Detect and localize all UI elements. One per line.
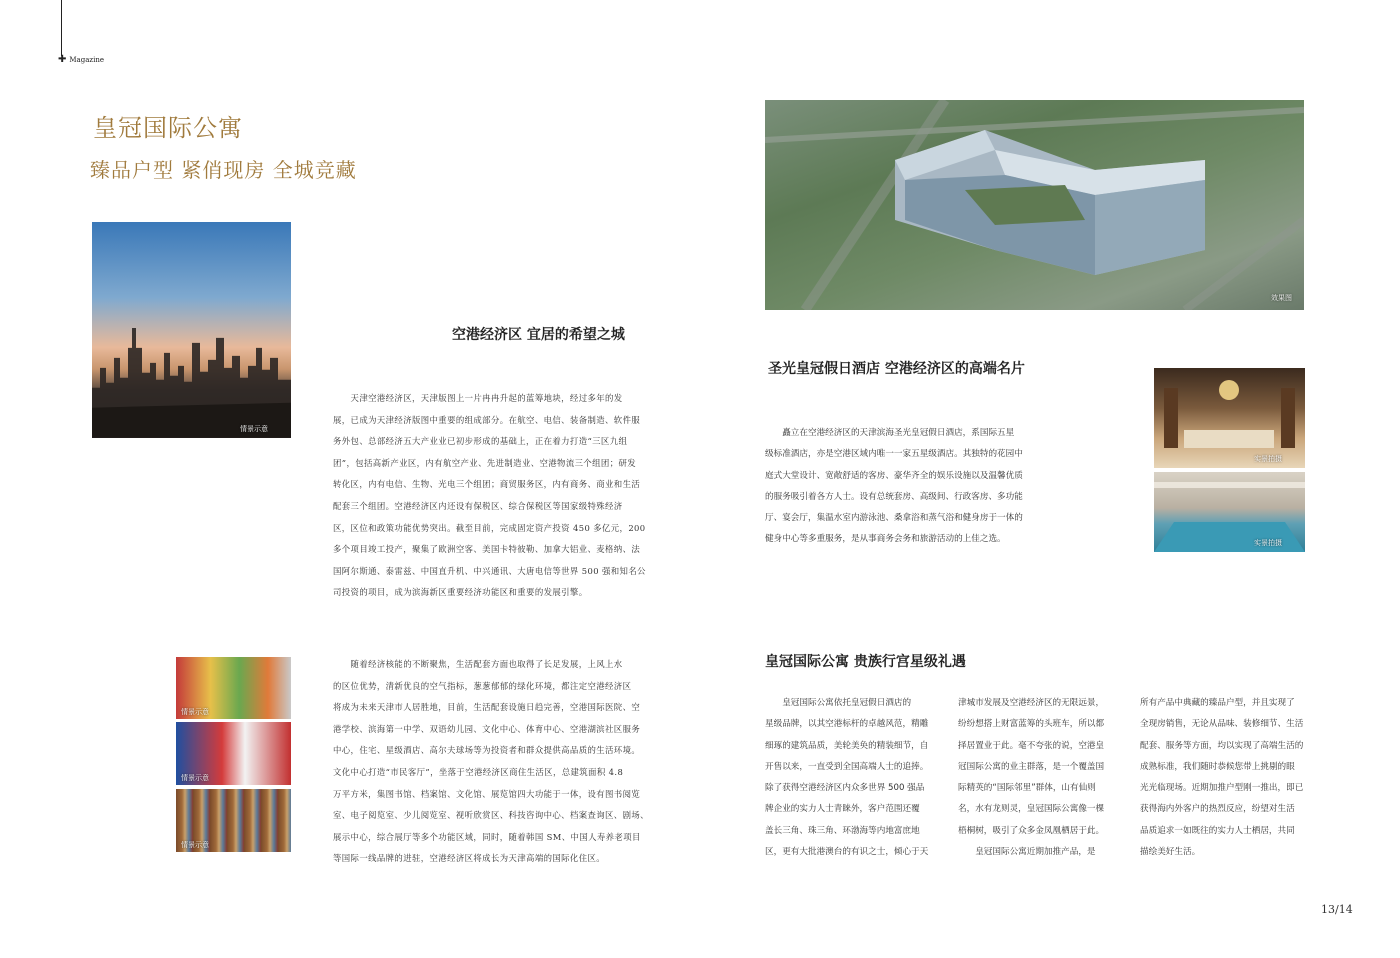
hotel-lobby-image bbox=[1154, 368, 1305, 468]
paragraph-living-amenities bbox=[333, 654, 649, 870]
city-skyline-image bbox=[92, 222, 291, 438]
apartment-column-3 bbox=[1140, 693, 1315, 863]
paragraph-hotel bbox=[765, 423, 1035, 551]
text-line: 展，已成为天津经济版图中重要的组成部分。在航空、电信、装备制造、软件服 bbox=[333, 414, 641, 425]
text-line: 细琢的建筑品质，美轮美奂的精装细节，自 bbox=[765, 740, 929, 751]
text-line: 随着经济核能的不断聚焦，生活配套方面也取得了长足发展，上风上水 bbox=[333, 659, 623, 669]
text-line: 万平方米，集图书馆、档案馆、文化馆、展览馆四大功能于一体，设有图书阅览 bbox=[333, 788, 641, 799]
text-line: 的区位优势，清新优良的空气指标，葱葱郁郁的绿化环境，都注定空港经济区 bbox=[333, 680, 632, 691]
caption: 情景示意 bbox=[181, 774, 209, 782]
text-line: 牌企业的实力人士青睐外，客户范围还覆 bbox=[765, 804, 920, 815]
supermarket-image bbox=[176, 657, 291, 719]
section-heading-airport-zone: 空港经济区 宜居的希望之城 bbox=[452, 327, 625, 343]
text-line: 将成为未来天津市人居胜地，目前，生活配套设施日趋完善，空港国际医院、空 bbox=[333, 702, 641, 713]
text-line: 光光临现场。近期加推户型刚一推出，即已 bbox=[1140, 783, 1304, 794]
building-graphic bbox=[765, 100, 1304, 310]
text-line: 级标准酒店，亦是空港区域内唯一一家五星级酒店。其独特的花园中 bbox=[765, 449, 1023, 460]
text-line: 室、电子阅览室、少儿阅览室、视听欣赏区、科技咨询中心、档案查询区、剧场、 bbox=[333, 810, 649, 821]
apartment-column-1 bbox=[765, 693, 940, 863]
apartment-column-2 bbox=[958, 693, 1133, 863]
library-image bbox=[176, 789, 291, 852]
text-line: 皇冠国际公寓依托皇冠假日酒店的 bbox=[765, 698, 912, 708]
text-line: 中心，住宅、星级酒店、高尔夫球场等为投资者和群众提供高品质的生活环境。 bbox=[333, 745, 641, 756]
text-line: 描绘美好生活。 bbox=[1140, 847, 1201, 858]
paragraph-airport-zone bbox=[333, 388, 646, 604]
text-line: 厅、宴会厅，集温水室内游泳池、桑拿浴和蒸气浴和健身房于一体的 bbox=[765, 513, 1023, 524]
text-line: 除了获得空港经济区内众多世界 500 强品 bbox=[765, 783, 925, 794]
text-line: 区，区位和政策功能优势突出。截至目前，完成固定资产投资 450 多亿元，200 bbox=[333, 522, 646, 533]
section-heading-apartment: 皇冠国际公寓 贵族行宫星级礼遇 bbox=[765, 654, 966, 670]
text-line: 庭式大堂设计、宽敞舒适的客房、豪华齐全的娱乐设施以及温馨优质 bbox=[765, 470, 1023, 481]
text-line: 所有产品中典藏的臻品户型，并且实现了 bbox=[1140, 698, 1295, 708]
lobby-graphic bbox=[1154, 368, 1305, 468]
text-line: 天津空港经济区，天津版图上一片冉冉升起的蓝筹地块，经过多年的发 bbox=[333, 393, 623, 403]
caption: 实景拍摄 bbox=[1254, 539, 1282, 547]
text-line: 司投资的项目，成为滨海新区重要经济功能区和重要的发展引擎。 bbox=[333, 587, 588, 598]
page-number: 13/14 bbox=[1321, 903, 1353, 916]
text-line: 配套、服务等方面，均以实现了高端生活的 bbox=[1140, 740, 1304, 751]
text-line: 健身中心等多重服务，是从事商务会务和旅游活动的上佳之选。 bbox=[765, 534, 1006, 545]
caption: 情景示意 bbox=[181, 841, 209, 849]
caption: 情景示意 bbox=[181, 708, 209, 716]
magazine-label: Magazine bbox=[69, 56, 104, 64]
header-rule bbox=[61, 0, 62, 56]
caption: 情景示意 bbox=[240, 425, 268, 433]
page-title: 皇冠国际公寓 bbox=[93, 114, 243, 142]
text-line: 全现房销售，无论从品味、装修细节、生活 bbox=[1140, 719, 1304, 730]
text-line: 冠国际公寓的业主群落，是一个覆盖国 bbox=[958, 761, 1105, 772]
text-line: 品质追求一如既往的实力人士栖居，共同 bbox=[1140, 825, 1295, 836]
page-subtitle: 臻品户型 紧俏现房 全城竞藏 bbox=[90, 158, 357, 182]
text-line: 开售以来，一直受到全国高端人士的追捧。 bbox=[765, 761, 929, 772]
cross-icon: ✚ bbox=[58, 54, 67, 65]
text-line: 际精英的“国际邻里”群体，山有仙则 bbox=[958, 783, 1096, 794]
text-line: 展示中心，综合展厅等多个功能区域，同时，随着韩国 SM、中国人寿养老项目 bbox=[333, 831, 641, 842]
text-line: 盖长三角、珠三角、环渤海等内地富庶地 bbox=[765, 825, 920, 836]
shopping-image bbox=[176, 722, 291, 785]
text-line: 获得海内外客户的热烈反应，纷望对生活 bbox=[1140, 804, 1295, 815]
text-line: 的服务吸引着各方人士。设有总统套房、高级间、行政客房、多功能 bbox=[765, 491, 1023, 502]
hotel-aerial-rendering bbox=[765, 100, 1304, 310]
text-line: 配套三个组团。空港经济区内还设有保税区、综合保税区等国家级特殊经济 bbox=[333, 500, 623, 511]
text-line: 矗立在空港经济区的天津滨海圣光皇冠假日酒店，系国际五星 bbox=[765, 428, 1015, 438]
text-line: 梧桐树，吸引了众多金凤凰栖居于此。 bbox=[958, 825, 1105, 836]
text-line: 名，水有龙则灵，皇冠国际公寓像一棵 bbox=[958, 804, 1105, 815]
hotel-pool-image bbox=[1154, 472, 1305, 552]
text-line: 星级品牌，以其空港标杆的卓越风范，精雕 bbox=[765, 719, 929, 730]
text-line: 文化中心打造“市民客厅”，坐落于空港经济区商住生活区，总建筑面积 4.8 bbox=[333, 766, 624, 777]
text-line: 皇冠国际公寓近期加推产品，是 bbox=[958, 847, 1096, 858]
text-line: 择居置业于此。毫不夸张的说，空港皇 bbox=[958, 740, 1105, 751]
text-line: 津城市发展及空港经济区的无限远景， bbox=[958, 698, 1105, 708]
pool-graphic bbox=[1154, 472, 1305, 552]
skyline-graphic bbox=[92, 308, 291, 438]
text-line: 区，更有大批港澳台的有识之士，倾心于天 bbox=[765, 847, 929, 858]
text-line: 成熟标准，我们随时恭候您带上挑剔的眼 bbox=[1140, 761, 1295, 772]
text-line: 团”，包括高新产业区，内有航空产业、先进制造业、空港物流三个组团；研发 bbox=[333, 457, 637, 468]
magazine-mark bbox=[58, 55, 104, 65]
text-line: 国阿尔斯通、泰雷兹、中国直升机、中兴通讯、大唐电信等世界 500 强和知名公 bbox=[333, 565, 646, 576]
text-line: 港学校、滨海第一中学、双语幼儿园、文化中心、体育中心、空港湖滨社区服务 bbox=[333, 723, 641, 734]
text-line: 务外包、总部经济五大产业业已初步形成的基础上，正在着力打造“三区九组 bbox=[333, 436, 628, 447]
text-line: 多个项目竣工投产，聚集了欧洲空客、美国卡特彼勒、加拿大铝业、麦格纳、法 bbox=[333, 544, 641, 555]
text-line: 等国际一线品牌的进驻，空港经济区将成长为天津高端的国际化住区。 bbox=[333, 853, 606, 864]
caption: 实景拍摄 bbox=[1254, 455, 1282, 463]
section-heading-hotel: 圣光皇冠假日酒店 空港经济区的高端名片 bbox=[768, 361, 1025, 377]
text-line: 转化区，内有电信、生物、光电三个组团；商贸服务区，内有商务、商业和生活 bbox=[333, 479, 641, 490]
caption: 效果图 bbox=[1271, 294, 1292, 302]
text-line: 纷纷想搭上财富蓝筹的头班车，所以都 bbox=[958, 719, 1105, 730]
